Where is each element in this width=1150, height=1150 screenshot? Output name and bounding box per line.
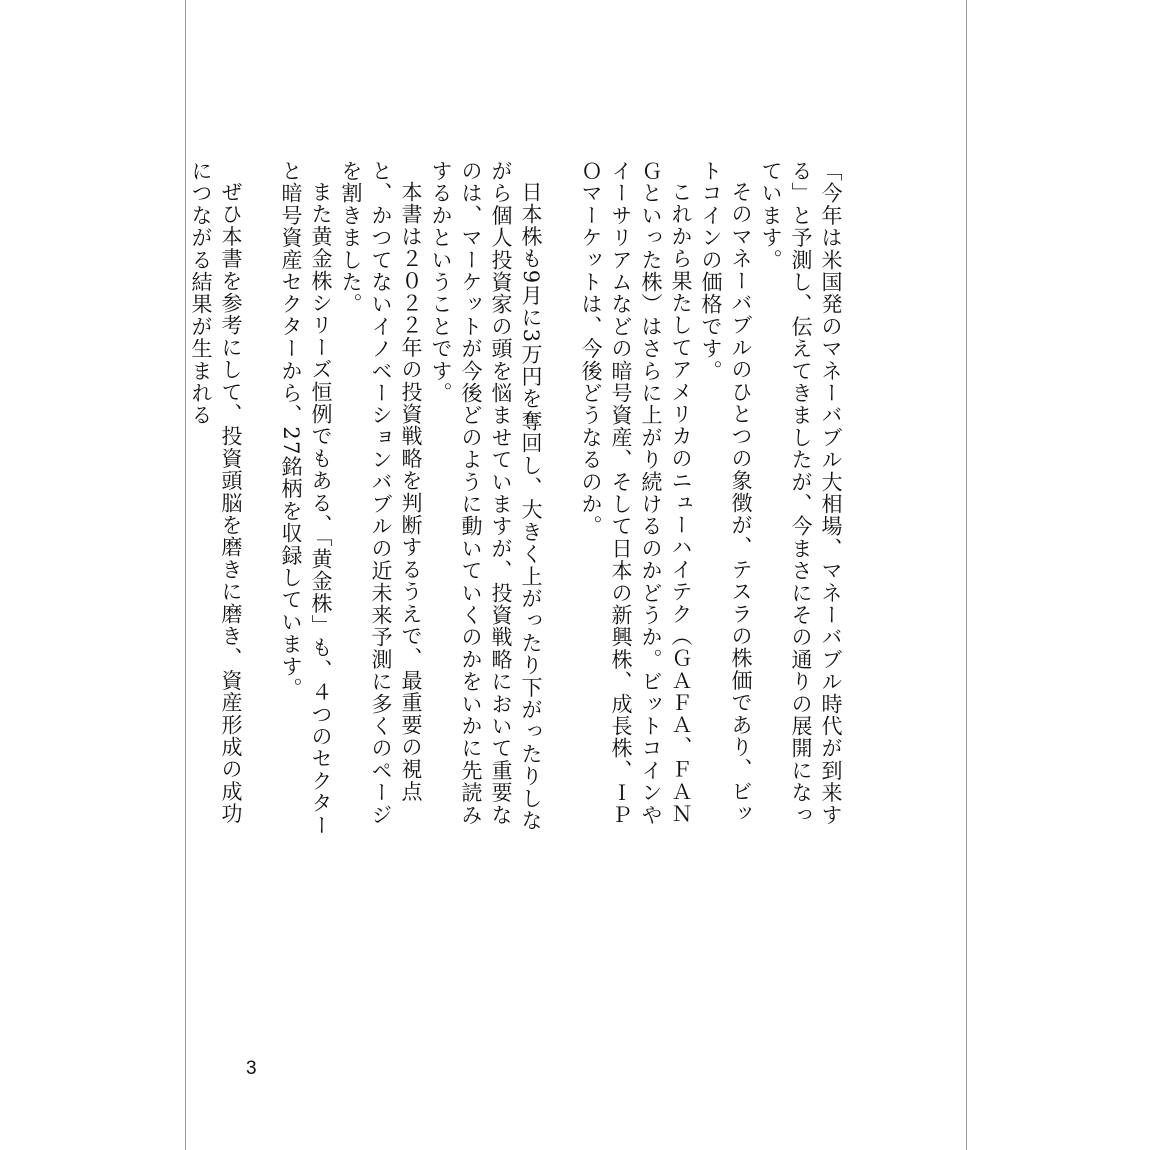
paragraph-1: 「今年は米国発のマネーバブル大相場、マネーバブル時代が到来する」と予測し、伝えてきましたが、今まさにその通りの展開になっています。 [759, 160, 843, 826]
paragraph-7: ぜひ本書を参考にして、投資頭脳を磨きに磨き、資産形成の成功につながる結果が生まれる [189, 160, 243, 825]
page-number: 3 [246, 1058, 257, 1079]
paragraph-4: 日本株も9月に3万円を奪回し、大きく上がったり下がったりしながら個人投資家の頭を悩ませていますが、投資戦略において重要なのは、マーケットが今後どのように動いていくのかをいかに先読みするかということです。 [429, 160, 543, 832]
paragraph-2: そのマネーバブルのひとつの象徴が、テスラの株価であり、ビットコインの価格です。 [699, 160, 753, 825]
paragraph-5: 本書は２０２２年の投資戦略を判断するうえで、最重要の視点と、かつてないイノベーションバブルの近未来予測に多くのページを割きました。 [339, 160, 423, 826]
paragraph-6: また黄金株シリーズ恒例でもある、「黄金株」も、４つのセクターと暗号資産セクターから、27銘柄を収録しています。 [279, 160, 333, 837]
paragraph-spacer [546, 160, 576, 840]
body-text [186, 160, 846, 840]
paragraph-3: これから果たしてアメリカのニューハイテク（ＧＡＦＡ、ＦＡＮＧといった株）はさらに上がり続けるのかどうか。ビットコインやイーサリアムなどの暗号資産、そして日本の新興株、成長株、ＩＰＯマーケットは、今後どうなるのか。 [579, 160, 693, 826]
paragraph-spacer [246, 160, 276, 840]
book-page [185, 0, 967, 1150]
